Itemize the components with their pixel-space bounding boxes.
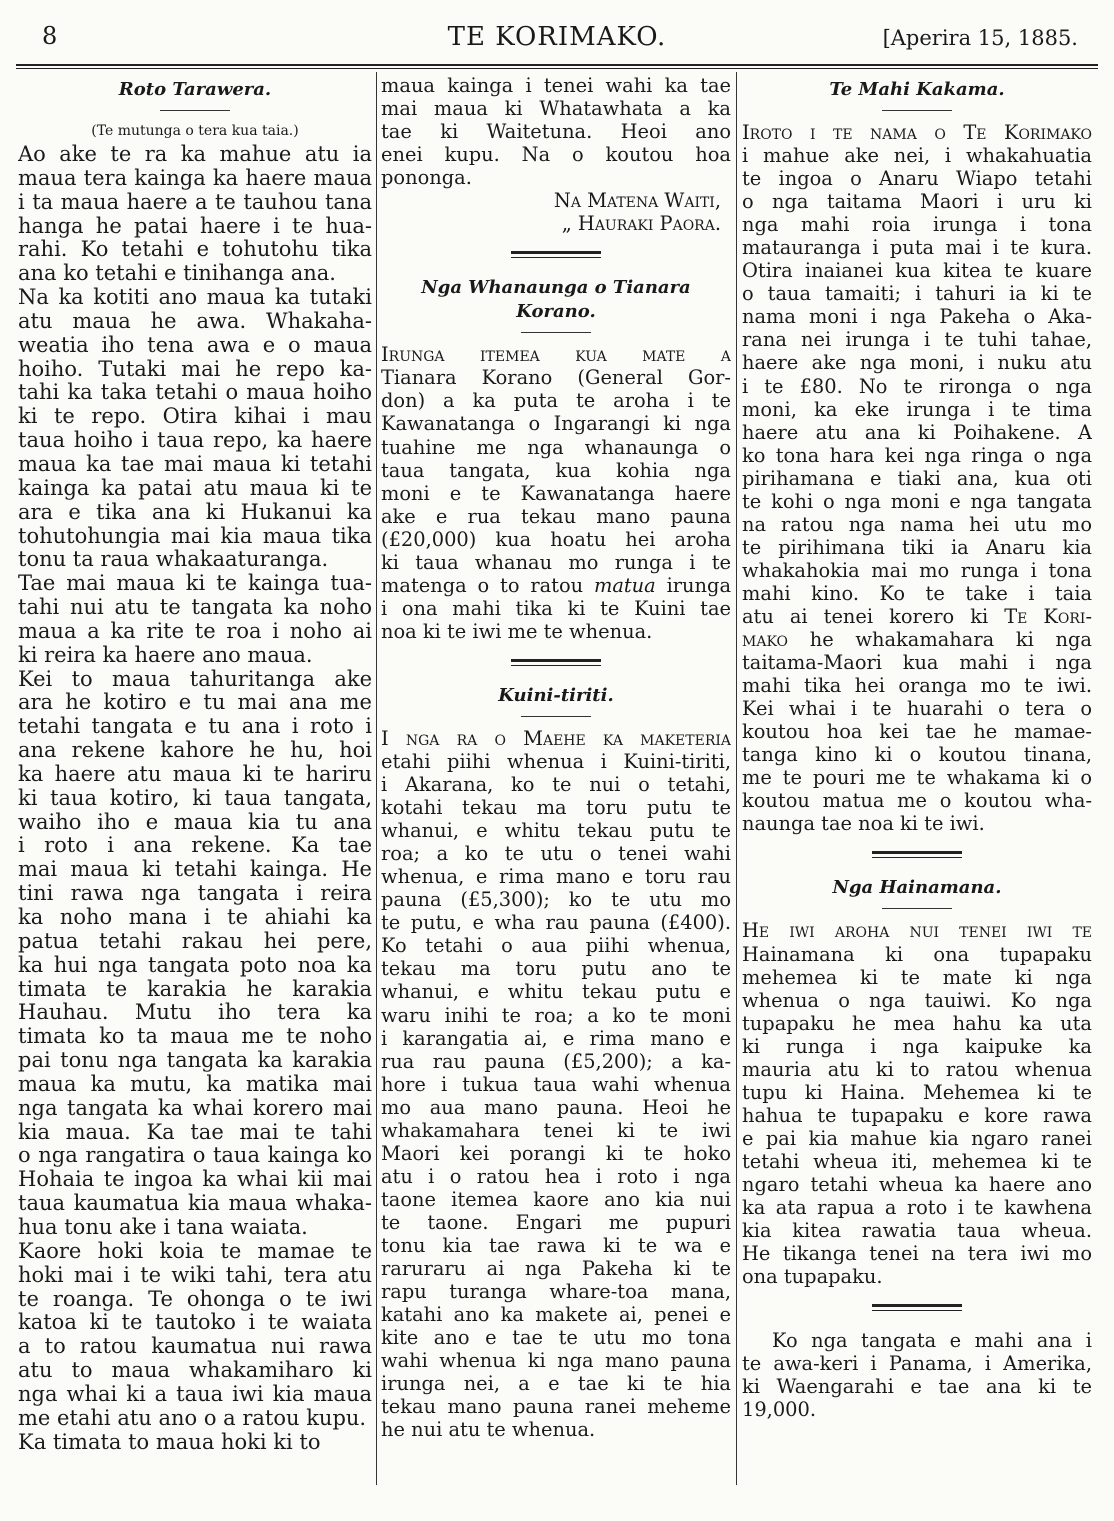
text-line: koutou hoa kei tae he mamae- <box>742 720 1092 744</box>
text-line: Tianara Korano (General Gor- <box>381 366 731 390</box>
text-line: Ka timata to maua hoki ki to <box>18 1430 321 1454</box>
heading-rule <box>160 110 230 111</box>
text-line: pononga. <box>381 166 472 190</box>
text-line: mai maua ki Whatawhata a ka <box>381 97 731 121</box>
text-line: whakahokia mai mo runga i tona <box>742 558 1092 582</box>
text-line: mako he whakamahara ki nga <box>742 628 1092 652</box>
text-line: kia kitea rawatia taua wheua. <box>742 1219 1092 1243</box>
text-line: taone itemea kaore ano kia nui <box>381 1187 731 1211</box>
text-line: hoki mai i te wiki tahi, tera atu <box>18 1263 372 1287</box>
text-line: atu to maua whakamiharo ki <box>18 1359 372 1383</box>
text-line: matauranga i puta mai i te kura. <box>742 236 1092 260</box>
text-line: e pai kia mahue kia ngaro ranei <box>742 1126 1092 1150</box>
text-line: timata te karakia he karakia <box>18 977 372 1001</box>
text-line: ka ata rapua a roto i te kawhena <box>742 1196 1092 1220</box>
heading-rule <box>882 110 952 111</box>
text-line: tae ki Waitetuna. Heoi ano <box>381 120 731 144</box>
text-line: He iwi aroha nui tenei iwi te <box>742 919 1092 943</box>
article-heading: Kuini-tiriti. <box>498 684 614 706</box>
column-divider <box>736 72 737 1485</box>
text-line: moni, ka eke irunga i te tima <box>742 397 1092 421</box>
text-line: ki taua whanau mo runga i te <box>381 550 731 574</box>
text-line: rapu turanga whare-toa mana, <box>381 1280 731 1304</box>
text-line: atu ai tenei korero ki Te Kori- <box>742 604 1092 628</box>
text-line: katahi ano ka makete ai, penei e <box>381 1303 731 1327</box>
text-line: raruraru ai nga Pakeha ki te <box>381 1257 731 1281</box>
text-line: tupu ki Haina. Mehemea ki te <box>742 1080 1092 1104</box>
text-line: Ko tetahi o aua piihi whenua, <box>381 934 731 958</box>
page-header <box>16 22 1098 58</box>
article-heading: Nga Whanaunga o Tianara Korano. <box>421 277 691 323</box>
text-line: ka haere atu maua ki te hariru <box>18 762 372 786</box>
column-3 <box>742 74 1092 1485</box>
text-line: matenga o to ratou matua irunga <box>381 573 731 597</box>
text-line: hanga he patai haere i te hua- <box>18 214 372 238</box>
text-line: wahi whenua ki nga mano pauna <box>381 1349 731 1373</box>
text-line: te awa-keri i Panama, i Amerika, <box>742 1352 1092 1376</box>
text-line: ara he kotiro e tu mai ana me <box>18 691 372 715</box>
text-line: timata ko ta maua me te noho <box>18 1025 372 1049</box>
text-line: hua tonu ake i tana waiata. <box>18 1215 308 1239</box>
text-line: hore i tukua taua wahi whenua <box>381 1072 731 1096</box>
text-line: He tikanga tenei na tera iwi mo <box>742 1242 1092 1266</box>
article-heading: Nga Hainamana. <box>832 877 1002 899</box>
text-line: Na ka kotiti ano maua ka tutaki <box>18 286 372 310</box>
text-line: whakamahara tenei ki te iwi <box>381 1118 731 1142</box>
column-divider <box>376 72 377 1485</box>
text-line: me etahi atu ano o a ratou kupu. <box>18 1406 367 1430</box>
header-rule-thin <box>16 68 1098 69</box>
text-line: maua ka mutu, ka matika mai <box>18 1072 372 1096</box>
text-line: nga mahi roia irunga i tona <box>742 213 1092 237</box>
text-line: o taua tamaiti; i tahuri ia ki te <box>742 282 1092 306</box>
text-line: tekau mano pauna ranei meheme <box>381 1395 731 1419</box>
text-line: tetahi tangata e tu ana i roto i <box>18 715 372 739</box>
section-divider <box>872 1304 962 1311</box>
text-line: te pirihimana tiki ia Anaru kia <box>742 535 1092 559</box>
article-body <box>742 121 1092 835</box>
text-line: haere ake nga moni, i nuku atu <box>742 351 1092 375</box>
text-line: Hohaia te ingoa ka whai kii mai <box>18 1168 372 1192</box>
text-line: Kei to maua tahuritanga ake <box>18 667 372 691</box>
text-line: tahi nui atu te tangata ka noho <box>18 596 372 620</box>
text-line: naunga tae noa ki te iwi. <box>742 812 985 836</box>
text-line: ara e tika ana ki Hukanui ka <box>18 500 372 524</box>
text-line: 19,000. <box>742 1398 817 1422</box>
text-line: Tae mai maua ki te kainga tua- <box>18 572 372 596</box>
text-line: Kei whai i te huarahi o tera o <box>742 697 1092 721</box>
text-line: taua hoiho i taua repo, ka haere <box>18 429 372 453</box>
text-line: te ingoa o Anaru Wiapo tetahi <box>742 167 1092 191</box>
text-line: mehemea ki te mate ki nga <box>742 965 1092 989</box>
text-line: i Akarana, ko te nui o tetahi, <box>381 773 731 797</box>
text-line: a to ratou kaumatua nui rawa <box>18 1335 372 1359</box>
text-line: mauria atu ki to ratou whenua <box>742 1057 1092 1081</box>
text-line: o nga rangatira o taua kainga ko <box>18 1144 372 1168</box>
article-body <box>18 143 372 1454</box>
text-line: mai maua ki tetahi kainga. He <box>18 858 372 882</box>
section-divider <box>511 251 601 258</box>
text-line: i ona mahi tika ki te Kuini tae <box>381 596 731 620</box>
text-line: whanui, e whitu tekau putu te <box>381 819 731 843</box>
heading-rule <box>521 716 591 717</box>
text-line: waiho iho e maua kia tu ana <box>18 810 372 834</box>
text-line: Kawanatanga o Ingarangi ki nga <box>381 412 731 436</box>
text-line: Maori kei porangi ki te hoko <box>381 1141 731 1165</box>
text-line: Hauhau. Mutu iho tera ka <box>18 1001 372 1025</box>
text-line: tanga kino ki o koutou tinana, <box>742 743 1092 767</box>
text-line: don) a ka puta te aroha i te <box>381 389 731 413</box>
text-line: te taone. Engari me pupuri <box>381 1210 731 1234</box>
text-line: Kaore hoki koia te mamae te <box>18 1239 372 1263</box>
text-line: ona tupapaku. <box>742 1265 883 1289</box>
issue-date: [Aperira 15, 1885. <box>882 26 1078 50</box>
text-line: te putu, e wha rau pauna (£400). <box>381 911 731 935</box>
text-line: mahi kino. Ko te take i taia <box>742 581 1092 605</box>
text-line: ngaro tetahi wheua ka haere ano <box>742 1172 1092 1196</box>
text-line: pirihamana e tiaki ana, kua oti <box>742 466 1092 490</box>
section-divider <box>511 659 601 666</box>
text-line: tuahine me nga whanaunga o <box>381 435 731 459</box>
column-1 <box>18 74 372 1485</box>
text-line: mahi tika hei oranga mo te iwi. <box>742 674 1092 698</box>
text-line: maua a ka rite te roa i noho ai <box>18 619 372 643</box>
text-line: tetahi wheua iti, mehemea ki te <box>742 1149 1092 1173</box>
text-line: taitama-Maori kua mahi i nga <box>742 651 1092 675</box>
heading-rule <box>521 332 591 333</box>
text-line: rua rau pauna (£5,200); a ka- <box>381 1049 731 1073</box>
text-line: pai tonu nga tangata ka karakia <box>18 1049 372 1073</box>
text-line: Hainamana ki ona tupapaku <box>742 942 1092 966</box>
text-line: roa; a ko te utu o tenei wahi <box>381 842 731 866</box>
text-line: tekau ma toru putu ano te <box>381 957 731 981</box>
text-line: mo aua mano pauna. Heoi he <box>381 1095 731 1119</box>
text-line: I nga ra o Maehe ka maketeria <box>381 726 731 750</box>
text-line: waru inihi te roa; a ko te moni <box>381 1003 731 1027</box>
text-line: maua tera kainga ka haere maua <box>18 166 372 190</box>
article-heading: Roto Tarawera. <box>118 79 272 100</box>
text-line: moni e te Kawanatanga haere <box>381 481 731 505</box>
text-line: i karangatia ai, e rima mano e <box>381 1026 731 1050</box>
text-line: ka hui nga tangata poto noa ka <box>18 953 372 977</box>
text-line: Otira inaianei kua kitea te kuare <box>742 259 1092 283</box>
text-line: rahi. Ko tetahi e tohutohu tika <box>18 238 372 262</box>
text-line: maua ka tae mai maua ki tetahi <box>18 452 372 476</box>
article-subheading: (Te mutunga o tera kua taia.) <box>91 123 299 139</box>
text-line: nama moni i nga Pakeha o Aka- <box>742 305 1092 329</box>
page-number: 8 <box>42 22 58 50</box>
text-line: Ko nga tangata e mahi ana i <box>772 1329 1092 1353</box>
signature: „ Hauraki Paora. <box>561 212 721 236</box>
text-line: kotahi tekau ma toru putu te <box>381 796 731 820</box>
text-line: kainga ka patai atu maua ki te <box>18 476 372 500</box>
text-line: ki taua kotiro, ki taua tangata, <box>18 786 372 810</box>
text-line: (£20,000) kua hoatu hei aroha <box>381 527 731 551</box>
text-line: tonu kia tae rawa ki te wa e <box>381 1233 731 1257</box>
text-line: ki reira ka haere ano maua. <box>18 643 313 667</box>
text-line: atu maua he awa. Whakaha- <box>18 309 372 333</box>
text-line: taua kaumatua kia maua whaka- <box>18 1192 372 1216</box>
text-line: kia maua. Ka tae mai te tahi <box>18 1120 372 1144</box>
article-heading: Te Mahi Kakama. <box>829 79 1005 100</box>
text-line: haere atu ana ki Poihakene. A <box>742 420 1092 444</box>
text-line: whenua o nga tauiwi. Ko nga <box>742 988 1092 1012</box>
heading-rule <box>882 908 952 909</box>
text-line: ka noho mana i te ahiahi ka <box>18 906 372 929</box>
text-line: tonu ta raua whakaaturanga. <box>18 548 329 572</box>
newspaper-title: TE KORIMAKO. <box>447 22 667 52</box>
text-line: nga tangata ka whai korero mai <box>18 1096 372 1120</box>
article-continuation <box>381 74 731 189</box>
text-line: koutou matua me o koutou wha- <box>742 789 1092 813</box>
article-body <box>381 727 731 1441</box>
text-line: tahi ka taka tetahi o maua hoiho <box>18 381 372 405</box>
text-line: tupapaku he mea hahu ka uta <box>742 1011 1092 1035</box>
text-line: ana rekene kahore he hu, hoi <box>18 739 372 763</box>
header-rule <box>16 64 1098 66</box>
text-line: me te pouri me te whakama ki o <box>742 766 1092 790</box>
article-body <box>742 1329 1092 1421</box>
text-fragment: irunga <box>666 573 731 597</box>
text-line: nga whai ki a taua iwi kia maua <box>18 1382 372 1406</box>
article-body <box>742 919 1092 1288</box>
text-line: Iroto i te nama o Te Korimako <box>742 121 1092 144</box>
text-line: whanui, e whitu tekau putu e <box>381 980 731 1004</box>
text-line: ki te repo. Otira kihai i mau <box>18 405 372 429</box>
text-line: na ratou nga nama hei utu mo <box>742 512 1092 536</box>
text-line: ake e rua tekau mano pauna <box>381 504 731 528</box>
signature: Na Matena Waiti, <box>553 189 721 213</box>
text-line: ana ko tetahi e tinihanga ana. <box>18 262 336 286</box>
text-line: rana nei irunga i te tuhi tahae, <box>742 328 1092 352</box>
text-line: tini rawa nga tangata i reira <box>18 882 372 906</box>
text-line: ko tona hara kei nga ringa o nga <box>742 443 1092 467</box>
text-line: maua kainga i tenei wahi ka tae <box>381 74 731 97</box>
column-2 <box>381 74 731 1485</box>
text-line: tohutohungia mai kia maua tika <box>18 524 372 548</box>
text-line: hoiho. Tutaki mai he repo ka- <box>18 357 372 381</box>
text-line: i ta maua haere a te tauhou tana <box>18 190 372 214</box>
text-line: i roto i ana rekene. Ka tae <box>18 834 372 858</box>
text-line: enei kupu. Na o koutou hoa <box>381 143 731 167</box>
text-line: ki Waengarahi e tae ana ki te <box>742 1375 1092 1399</box>
text-line: etahi piihi whenua i Kuini-tiriti, <box>381 749 731 773</box>
text-line: pauna (£5,300); ko te utu mo <box>381 888 731 912</box>
text-line: Ao ake te ra ka mahue atu ia <box>18 143 372 166</box>
text-line: kite ano e tae te utu mo tona <box>381 1326 731 1350</box>
text-line: i mahue ake nei, i whakahuatia <box>742 144 1092 168</box>
text-line: Irunga itemea kua mate a <box>381 343 731 367</box>
text-line: he nui atu te whenua. <box>381 1418 596 1442</box>
text-line: katoa ki te tautoko i te waiata <box>18 1311 372 1335</box>
text-line: noa ki te iwi me te whenua. <box>381 619 653 643</box>
text-line: hahua te tupapaku e kore rawa <box>742 1103 1092 1127</box>
text-line: taua tangata, kua kohia nga <box>381 458 731 482</box>
text-line: atu i o ratou hea i roto i nga <box>381 1164 731 1188</box>
text-line: te kohi o nga moni e nga tangata <box>742 489 1092 513</box>
text-line: o nga taitama Maori i uru ki <box>742 190 1092 214</box>
section-divider <box>872 851 962 858</box>
italic-word: matua <box>583 573 667 597</box>
text-line: whenua, e rima mano e toru rau <box>381 865 731 889</box>
text-line: i te £80. No te rironga o nga <box>742 374 1092 398</box>
text-line: te roanga. Te ohonga o te iwi <box>18 1287 372 1311</box>
text-line: patua tetahi rakau hei pere, <box>18 929 372 953</box>
article-body <box>381 343 731 643</box>
text-line: weatia iho tena awa e o maua <box>18 333 372 357</box>
text-line: irunga nei, a e tae ki te hia <box>381 1372 731 1396</box>
text-line: ki runga i nga kaipuke ka <box>742 1034 1092 1058</box>
